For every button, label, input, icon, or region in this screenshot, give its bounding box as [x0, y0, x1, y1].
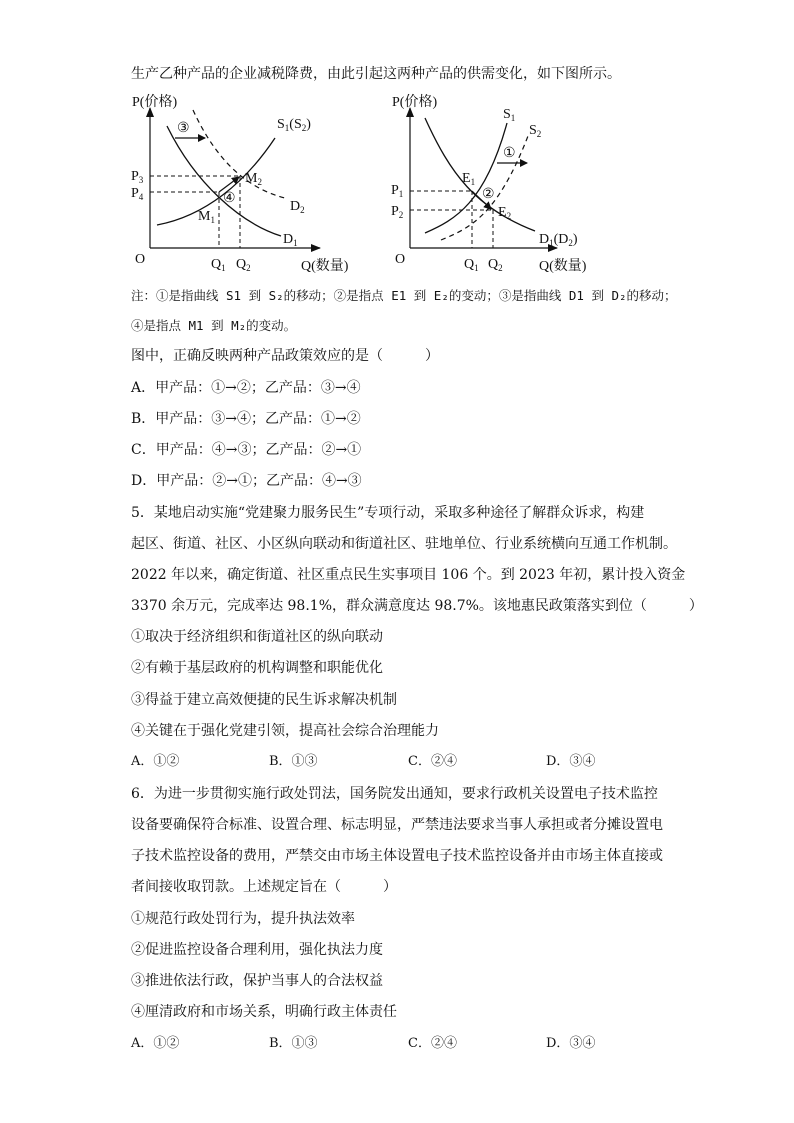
- right-p1-label: $P_1$: [391, 183, 404, 199]
- right-s1-label: $S_1$: [503, 107, 516, 123]
- q6-stem-line-3: 子技术监控设备的费用，严禁交由市场主体设置电子技术监控设备并由市场主体直接或: [131, 848, 663, 864]
- q5-choice-c: C．②④: [408, 754, 457, 769]
- right-e2-label: $E_2$: [498, 205, 512, 221]
- left-y-axis-label: P(价格): [132, 95, 178, 110]
- q5-item-4: ④关键在于强化党建引领，提高社会综合治理能力: [131, 723, 439, 739]
- right-e1-label: $E_1$: [462, 171, 476, 187]
- q6-choice-b: B．①③: [269, 1036, 318, 1051]
- right-s2-label: $S_2$: [529, 123, 542, 139]
- supply-demand-graphs: [125, 88, 615, 280]
- q6-stem-line-2: 设备要确保符合标准、设置合理、标志明显，严禁违法要求当事人承担或者分摊设置电: [131, 817, 663, 833]
- q6-item-1: ①规范行政处罚行为，提升执法效率: [131, 911, 355, 927]
- left-p3-label: $P_3$: [131, 169, 144, 185]
- q6-stem-line-1: 6．为进一步贯彻实施行政处罚法，国务院发出通知，要求行政机关设置电子技术监控: [131, 786, 658, 802]
- q5-choice-d: D．③④: [546, 754, 596, 769]
- q5-item-1: ①取决于经济组织和街道社区的纵向联动: [131, 629, 383, 645]
- right-demand-curve: [425, 118, 535, 231]
- right-demand-label: $D_1(D_2)$: [539, 232, 578, 248]
- left-m1-label: $M_1$: [198, 209, 215, 225]
- q5-item-2: ②有赖于基层政府的机构调整和职能优化: [131, 660, 383, 676]
- q6-choice-d: D．③④: [546, 1036, 596, 1051]
- q5-stem-line-2: 起区、街道、社区、小区纵向联动和街道社区、驻地单位、行业系统横向互通工作机制。: [131, 536, 677, 552]
- q6-item-4: ④厘清政府和市场关系，明确行政主体责任: [131, 1004, 397, 1020]
- left-demand-label-d1: $D_1$: [283, 232, 298, 248]
- right-q2-label: $Q_2$: [488, 257, 503, 273]
- intro-text: 生产乙种产品的企业减税降费，由此引起这两种产品的供需变化，如下图所示。: [131, 66, 621, 82]
- left-m2-label: $M_2$: [245, 171, 262, 187]
- q4-option-c: C．甲产品：④→③；乙产品：②→①: [131, 442, 362, 458]
- right-arrow1-label: ①: [503, 146, 516, 161]
- q5-item-3: ③得益于建立高效便捷的民生诉求解决机制: [131, 692, 397, 708]
- q4-stem: 图中，正确反映两种产品政策效应的是（ ）: [131, 348, 439, 364]
- graph-left: [131, 93, 349, 274]
- right-x-axis-label: Q(数量): [539, 259, 587, 274]
- left-demand-label-d2: $D_2$: [290, 199, 305, 215]
- q4-option-b: B．甲产品：③→④；乙产品：①→②: [131, 411, 361, 427]
- q4-option-a: A．甲产品：①→②；乙产品：③→④: [131, 380, 361, 396]
- left-arrow3-label: ③: [177, 121, 190, 136]
- right-origin-label: O: [395, 252, 406, 267]
- left-q1-label: $Q_1$: [211, 257, 226, 273]
- left-demand-curve-d1: [167, 126, 281, 236]
- q4-option-d: D．甲产品：②→①；乙产品：④→③: [131, 473, 362, 489]
- graph-right: [391, 93, 587, 274]
- right-q1-label: $Q_1$: [464, 257, 479, 273]
- q6-choice-a: A．①②: [131, 1036, 180, 1051]
- right-p2-label: $P_2$: [391, 204, 404, 220]
- left-arrow4-label: ④: [223, 191, 236, 206]
- left-supply-label: $S_1(S_2)$: [277, 117, 311, 133]
- q5-stem-line-4: 3370 余万元，完成率达 98.1%，群众满意度达 98.7%。该地惠民政策落实到位（ ）: [131, 598, 703, 614]
- q5-stem-line-3: 2022 年以来，确定街道、社区重点民生实事项目 106 个。到 2023 年初，累计投入资金: [131, 567, 686, 583]
- note-line-2: ④是指点 M1 到 M₂的变动。: [131, 318, 297, 333]
- q5-choice-b: B．①③: [269, 754, 318, 769]
- q5-choice-a: A．①②: [131, 754, 180, 769]
- left-x-axis-label: Q(数量): [301, 259, 349, 274]
- right-arrow2-label: ②: [482, 187, 495, 202]
- q6-choice-c: C．②④: [408, 1036, 457, 1051]
- left-origin-label: O: [135, 252, 146, 267]
- left-p4-label: $P_4$: [131, 186, 144, 202]
- q6-item-2: ②促进监控设备合理利用，强化执法力度: [131, 942, 383, 958]
- note-line-1: 注：①是指曲线 S1 到 S₂的移动；②是指点 E1 到 E₂的变动；③是指曲线 D1 到 D₂的移动；: [131, 288, 677, 303]
- right-y-axis-label: P(价格): [392, 95, 438, 110]
- q5-stem-line-1: 5．某地启动实施“党建聚力服务民生”专项行动，采取多种途径了解群众诉求，构建: [131, 505, 645, 521]
- left-q2-label: $Q_2$: [236, 257, 251, 273]
- q6-stem-line-4: 者间接收取罚款。上述规定旨在（ ）: [131, 879, 397, 895]
- q6-item-3: ③推进依法行政，保护当事人的合法权益: [131, 973, 383, 989]
